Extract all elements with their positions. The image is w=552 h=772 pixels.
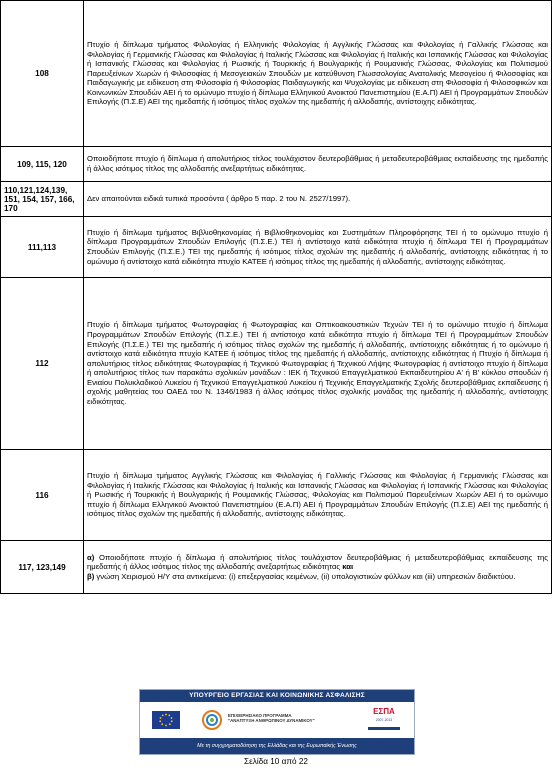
item-b-text: γνώση Χειρισμού Η/Υ στα αντικείμενα: (i) επεξεργασίας κειμένων, (ii) υπολογιστικών φύλλων και (iii) υπηρεσιών διαδικτύου.	[96, 571, 516, 581]
table-row	[1, 278, 552, 450]
table-row	[1, 450, 552, 541]
specialty-code: 108	[1, 1, 84, 147]
programme-line2: "ΑΝΑΠΤΥΞΗ ΑΝΘΡΩΠΙΝΟΥ ΔΥΝΑΜΙΚΟΥ"	[228, 718, 315, 724]
table-row	[1, 541, 552, 594]
item-b-label: β)	[87, 571, 95, 581]
programme-logo	[200, 707, 350, 733]
espa-logo	[364, 707, 404, 733]
qualification-text	[84, 541, 552, 594]
specialty-code: 116	[1, 450, 84, 541]
item-a-text: Οποιοδήποτε πτυχίο ή δίπλωμα ή απολυτήριος τίτλος τουλάχιστον δευτεροβάθμιας ή μεταδευτεροβάθμιας εκπαίδευσης της ημεδαπής ή άλλος ισότιμος τίτλος της αλλοδαπής ανεξαρτήτως ειδικότητας	[87, 552, 549, 572]
programme-line1: ΕΠΙΧΕΙΡΗΣΙΑΚΟ ΠΡΟΓΡΑΜΜΑ	[228, 713, 292, 718]
table-row	[1, 1, 552, 147]
qualification-text: Οποιοδήποτε πτυχίο ή δίπλωμα ή απολυτήριος τίτλος τουλάχιστον δευτεροβάθμιας ή μεταδευτεροβάθμιας εκπαίδευσης της ημεδαπής ή άλλος ισότιμος τίτλος της αλλοδαπής ανεξαρτήτως ειδικότητας.	[84, 147, 552, 182]
programme-logo-icon	[200, 709, 224, 731]
qualification-text: Πτυχίο ή δίπλωμα τμήματος Φιλολογίας ή Ελληνικής Φιλολογίας ή Αγγλικής Γλώσσας και Φιλολογίας ή Γαλλικής Γλώσσας και Φιλολογίας ή Γερμανικής Γλώσσας και Φιλολογίας ή Ιταλικής Γλώσσας και Φιλολογίας ή Ιταλικής και Ισπανικής Γλώσσας και Φιλολογίας ή Ισπανικής Γλώσσας και Φιλολογίας ή Ρωσικής ή Τουρκικής ή Βουλγαρικής ή Ρουμανικής Γλώσσας, Φιλολογίας και Πολιτισμού Παρευξείνιων Χωρών ή Φιλοσοφίας ή Μεσογειακών Σπουδών με κατεύθυνση Γλωσσολογίας Ανατολικής Μεσογείου ή Φιλοσοφίας και Παιδαγωγικής με ειδίκευση στη Φιλοσοφία ή Φιλοσοφίας Παιδαγωγικής και Ψυχολογίας με ειδίκευση στη Φιλοσοφία ή Φιλοσοφικών και Κοινωνικών Σπουδών ΑΕΙ ή το ομώνυμο πτυχίο ή δίπλωμα Ελληνικού Ανοικτού Πανεπιστημίου (Ε.Α.Π) ΑΕΙ ή Προγραμμάτων Σπουδών Επιλογής (Π.Σ.Ε) ΑΕΙ της ημεδαπής ή ισότιμος τίτλος σχολών της ημεδαπής ή αλλοδαπής, αντίστοιχης ειδικότητας.	[84, 1, 552, 147]
and-word: και	[342, 562, 354, 572]
qualification-text: Πτυχίο ή δίπλωμα τμήματος Βιβλιοθηκονομίας ή Βιβλιοθηκονομίας και Συστημάτων Πληροφόρησης ΤΕΙ ή το ομώνυμο πτυχίο ή δίπλωμα Προγραμμάτων Σπουδών Επιλογής (Π.Σ.Ε.) ΤΕΙ ή αντίστοιχο κατά ειδικότητα πτυχίο ή δίπλωμα ΤΕΙ ή Προγραμμάτων Σπουδών Επιλογής (Π.Σ.Ε.) ΤΕΙ της ημεδαπής ή ισότιμος τίτλος σχολών της ημεδαπής ή αλλοδαπής, αντίστοιχης ειδικότητας ή το ομώνυμο ή αντίστοιχο κατά ειδικότητα πτυχίο ΚΑΤΕΕ ή ισότιμος τίτλος της ημεδαπής ή αλλοδαπής, αντίστοιχης ειδικότητας.	[84, 217, 552, 278]
espa-bar	[368, 727, 400, 730]
specialty-code: 110,121,124,139, 151, 154, 157, 166, 170	[1, 182, 84, 217]
cofinance-note: Με τη συγχρηματοδότηση της Ελλάδας και της Ευρωπαϊκής Ένωσης	[140, 738, 414, 754]
specialty-code: 111,113	[1, 217, 84, 278]
eu-flag-icon	[152, 711, 180, 729]
specialty-code: 117, 123,149	[1, 541, 84, 594]
funding-banner	[139, 689, 415, 755]
table-row	[1, 217, 552, 278]
table-row	[1, 182, 552, 217]
table-row	[1, 147, 552, 182]
page-number: Σελίδα 10 από 22	[244, 757, 308, 766]
qualification-text: Δεν απαιτούνται ειδικά τυπικά προσόντα ( άρθρο 5 παρ. 2 του Ν. 2527/1997).	[84, 182, 552, 217]
ministry-title: ΥΠΟΥΡΓΕΙΟ ΕΡΓΑΣΙΑΣ ΚΑΙ ΚΟΙΝΩΝΙΚΗΣ ΑΣΦΑΛΙΣΗΣ	[140, 690, 414, 702]
espa-years: 2007-2013	[375, 718, 393, 722]
specialty-code: 112	[1, 278, 84, 450]
espa-label: ΕΣΠΑ	[373, 707, 395, 716]
qualification-text: Πτυχίο ή δίπλωμα τμήματος Φωτογραφίας ή Φωτογραφίας και Οπτικοακουστικών Τεχνών ΤΕΙ ή το ομώνυμο πτυχίο ή δίπλωμα Προγραμμάτων Σπουδών Επιλογής (Π.Σ.Ε.) ΤΕΙ ή αντίστοιχο κατά ειδικότητα πτυχίο ή δίπλωμα ΤΕΙ ή Προγραμμάτων Σπουδών Επιλογής (Π.Σ.Ε.) ΤΕΙ της ημεδαπής ή ισότιμος τίτλος σχολών της ημεδαπής ή αλλοδαπής, αντίστοιχης ειδικότητας ή το ομώνυμο ή αντίστοιχο κατά ειδικότητα πτυχίο ΚΑΤΕΕ ή ισότιμος τίτλος της ημεδαπής ή αλλοδαπής, αντίστοιχης ειδικότητας ή Πτυχίο ή δίπλωμα ή απολυτήριος τίτλος ειδικότητας Φωτογραφίας ή Τεχνικού Φωτογραφίας ή Τεχνικού Λήψης Φωτογραφίας ή αντίστοιχο πτυχίο ή δίπλωμα ή απολυτήριος τίτλος των παρακάτω σχολικών μονάδων : ΙΕΚ ή Τεχνικού Επαγγελματικού Εκπαιδευτηρίου Α' ή Β' κύκλου σπουδών ή Ενιαίου Πολυκλαδικού Λυκείου ή Τεχνικού Επαγγελματικού Λυκείου ή Τεχνικής Επαγγελματικής Σχολής δευτεροβάθμιας εκπαίδευσης ή σχολής μαθητείας του ΟΑΕΔ του Ν. 1346/1983 ή άλλος ισότιμος τίτλος σχολικής μονάδας της ημεδαπής ή αλλοδαπής, αντίστοιχης ειδικότητας.	[84, 278, 552, 450]
specialty-code: 109, 115, 120	[1, 147, 84, 182]
qualification-text: Πτυχίο ή δίπλωμα τμήματος Αγγλικής Γλώσσας και Φιλολογίας ή Γαλλικής Γλώσσας και Φιλολογίας ή Γερμανικής Γλώσσας και Φιλολογίας ή Ιταλικής Γλώσσας και Φιλολογίας ή Ιταλικής και Ισπανικής Γλώσσας και Φιλολογίας ή Ισπανικής Γλώσσας και Φιλολογίας ή Ρωσικής ή Τουρκικής ή Βουλγαρικής ή Ρουμανικής Γλώσσας, Φιλολογίας και Πολιτισμού Παρευξείνιων Χωρών ΑΕΙ ή το ομώνυμο πτυχίο ή δίπλωμα Ελληνικού Ανοικτού Πανεπιστημίου (Ε.Α.Π) ΑΕΙ ή Προγραμμάτων Σπουδών Επιλογής (Π.Σ.Ε) ΑΕΙ της ημεδαπής ή ισότιμος τίτλος σχολών της ημεδαπής ή αλλοδαπής, αντίστοιχης ειδικότητας.	[84, 450, 552, 541]
item-a-label: α)	[87, 552, 95, 562]
